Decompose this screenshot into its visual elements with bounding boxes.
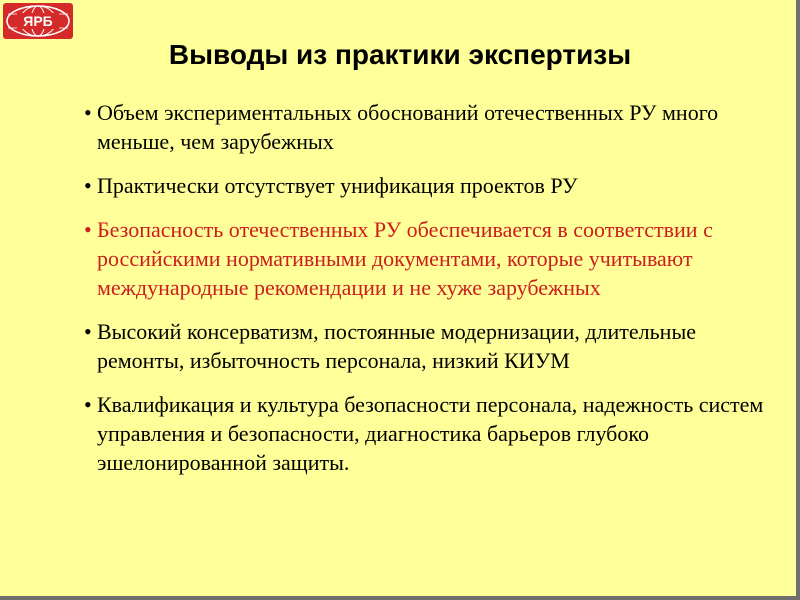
bullet-dot: • bbox=[84, 217, 92, 242]
bullet-item bbox=[84, 390, 774, 477]
bullet-text: Высокий консерватизм, постоянные модернизации, длительные ремонты, избыточность персонала, низкий КИУМ bbox=[97, 319, 697, 373]
slide-title: Выводы из практики экспертизы bbox=[168, 39, 632, 70]
bullet-item bbox=[84, 98, 774, 156]
bullet-dot: • bbox=[84, 100, 92, 125]
bullet-item bbox=[84, 171, 774, 200]
bullet-text: Объем экспериментальных обоснований отечественных РУ много меньше, чем зарубежных bbox=[97, 100, 719, 154]
bullet-dot: • bbox=[84, 392, 92, 417]
bullet-item bbox=[84, 317, 774, 375]
bullet-text: Безопасность отечественных РУ обеспечивается в соответствии с российскими нормативными документами, которые учитывают международные рекомендации и не хуже зарубежных bbox=[97, 217, 713, 300]
bullet-dot: • bbox=[84, 173, 92, 198]
logo bbox=[3, 3, 73, 39]
bullet-text: Практически отсутствует унификация проектов РУ bbox=[97, 173, 578, 198]
bullet-list bbox=[84, 98, 774, 492]
globe-logo-icon bbox=[3, 3, 73, 39]
bullet-text: Квалификация и культура безопасности персонала, надежность систем управления и безопасности, диагностика барьеров глубоко эшелонированной защиты. bbox=[97, 392, 764, 475]
logo-text: ЯРБ bbox=[23, 13, 53, 29]
bullet-item-highlighted bbox=[84, 215, 774, 302]
bullet-dot: • bbox=[84, 319, 92, 344]
